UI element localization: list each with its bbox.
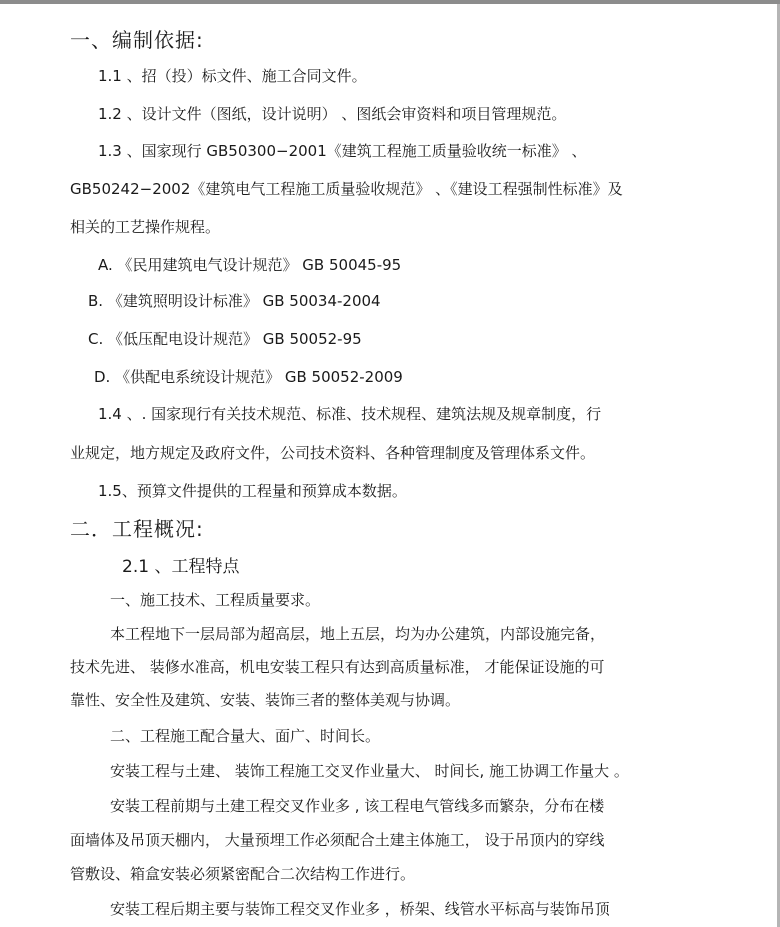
standard-item-b: B. 《建筑照明设计标准》 GB 50034-2004 <box>88 292 381 310</box>
paragraph-coordination-3: 安装工程后期主要与装饰工程交叉作业多 ，桥架、线管水平标高与装饰吊顶 <box>110 900 610 918</box>
standard-item-a: A. 《民用建筑电气设计规范》 GB 50045-95 <box>98 256 402 274</box>
subheading-coordination: 二、工程施工配合量大、面广、时间长。 <box>110 727 381 745</box>
paragraph-1-5: 1.5、预算文件提供的工程量和预算成本数据。 <box>98 482 407 500</box>
paragraph-coordination-2-cont2: 管敷设、箱盒安装必须紧密配合二次结构工作进行。 <box>70 865 416 883</box>
heading-2-1: 2.1 、工程特点 <box>122 557 240 577</box>
standard-item-c: C. 《低压配电设计规范》 GB 50052-95 <box>88 330 362 348</box>
paragraph-coordination-1: 安装工程与土建、 装饰工程施工交叉作业量大、 时间长, 施工协调工作量大 。 <box>110 762 629 780</box>
paragraph-1-3-cont2: 相关的工艺操作规程。 <box>70 218 221 236</box>
paragraph-1-4: 1.4 、. 国家现行有关技术规范、标准、技术规程、建筑法规及规章制度，行 <box>98 405 602 423</box>
paragraph-1-1: 1.1 、招（投）标文件、施工合同文件。 <box>98 67 367 85</box>
heading-compilation-basis: 一、编制依据: <box>70 28 204 52</box>
standard-item-d: D. 《供配电系统设计规范》 GB 50052-2009 <box>94 368 403 386</box>
paragraph-overview-1-cont2: 靠性、安全性及建筑、安装、装饰三者的整体美观与协调。 <box>70 691 461 709</box>
heading-project-overview: 二．工程概况: <box>70 517 204 541</box>
paragraph-overview-1: 本工程地下一层局部为超高层，地上五层，均为办公建筑，内部设施完备， <box>110 625 606 643</box>
top-border <box>0 0 780 4</box>
subheading-quality: 一、施工技术、工程质量要求。 <box>110 591 321 609</box>
paragraph-coordination-2-cont: 面墙体及吊顶天棚内， 大量预埋工作必须配合土建主体施工， 设于吊顶内的穿线 <box>70 831 605 849</box>
paragraph-1-3-cont: GB50242−2002《建筑电气工程施工质量验收规范》 、《建设工程强制性标准》及 <box>70 180 623 198</box>
paragraph-coordination-2: 安装工程前期与土建工程交叉作业多 , 该工程电气管线多而繁杂，分布在楼 <box>110 797 605 815</box>
paragraph-overview-1-cont: 技术先进、 装修水准高，机电安装工程只有达到高质量标准， 才能保证设施的可 <box>70 658 605 676</box>
paragraph-1-2: 1.2 、设计文件（图纸，设计说明） 、图纸会审资料和项目管理规范。 <box>98 105 567 123</box>
paragraph-1-4-cont: 业规定，地方规定及政府文件，公司技术资料、各种管理制度及管理体系文件。 <box>70 444 596 462</box>
paragraph-1-3: 1.3 、国家现行 GB50300−2001《建筑工程施工质量验收统一标准》 、 <box>98 142 587 160</box>
